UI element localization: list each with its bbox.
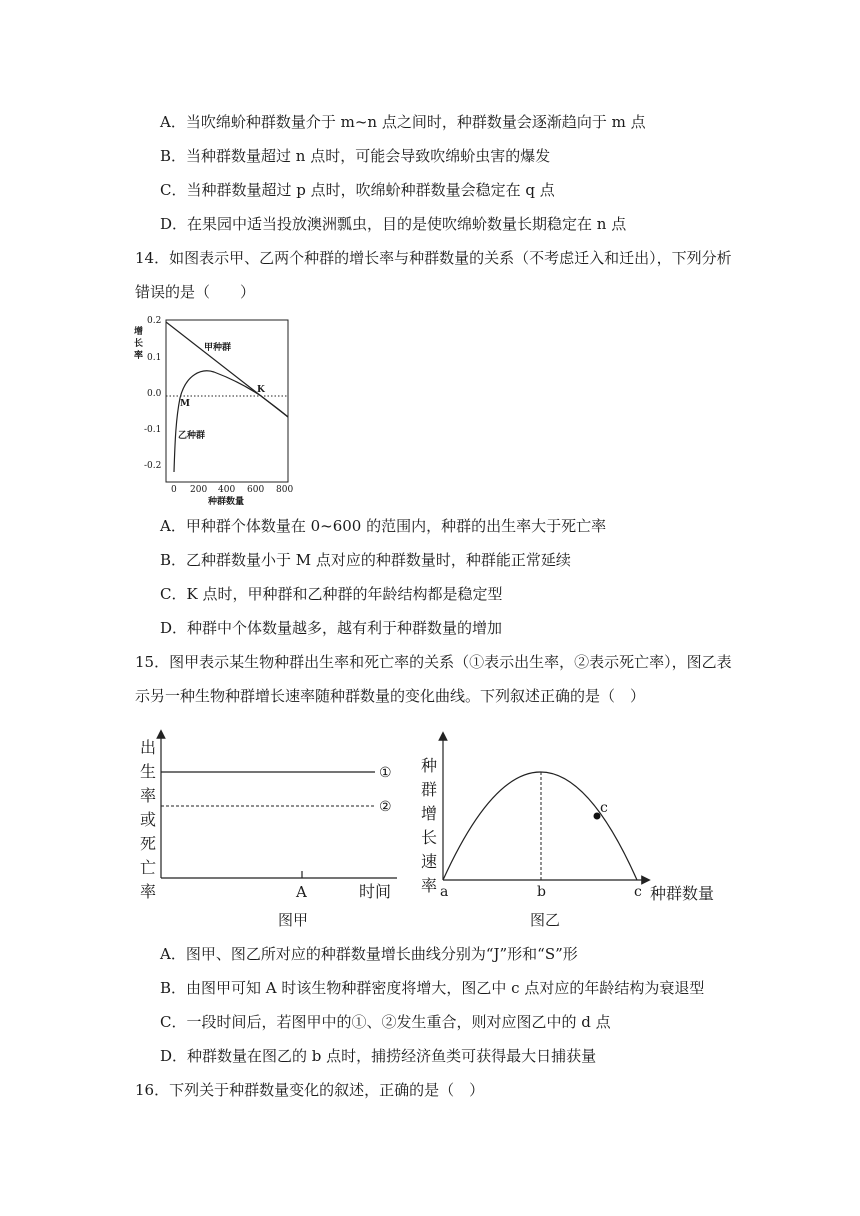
jia-ylabel-char: 率 bbox=[140, 882, 157, 901]
jia-ylabel-char: 生 bbox=[140, 762, 157, 781]
q14-option-c: C．K 点时，甲种群和乙种群的年龄结构都是稳定型 bbox=[160, 585, 503, 603]
q14-ylabel-char-2: 率 bbox=[134, 351, 144, 361]
q14-xtick-label: 0 bbox=[171, 485, 177, 495]
jia-ylabel-char: 出 bbox=[140, 738, 157, 757]
q14-ytick-label: -0.1 bbox=[144, 425, 162, 435]
q15-figure-yi bbox=[418, 728, 718, 933]
q14-option-b: B．乙种群数量小于 M 点对应的种群数量时，种群能正常延续 bbox=[160, 551, 571, 569]
q14-ytick-label: 0.2 bbox=[147, 316, 162, 326]
yi-x-label-a: a bbox=[440, 884, 449, 900]
jia-ylabel-char: 亡 bbox=[140, 858, 157, 877]
yi-ylabel-char: 种 bbox=[421, 756, 438, 775]
jia-line1-label: ① bbox=[379, 765, 392, 781]
q14-ylabel-char-1: 长 bbox=[134, 339, 144, 349]
yi-ylabel-char: 率 bbox=[421, 876, 438, 895]
yi-point-c-label: c bbox=[600, 800, 608, 816]
q14-label-k: K bbox=[257, 385, 265, 395]
q15-stem-line2: 示另一种生物种群增长速率随种群数量的变化曲线。下列叙述正确的是（ ） bbox=[135, 687, 646, 705]
q13-option-b: B．当种群数量超过 n 点时，可能会导致吹绵蚧虫害的爆发 bbox=[160, 147, 551, 165]
yi-ylabel-char: 群 bbox=[421, 780, 438, 799]
q14-ylabel-char-0: 增 bbox=[134, 327, 144, 337]
q15-option-c: C．一段时间后，若图甲中的①、②发生重合，则对应图乙中的 d 点 bbox=[160, 1013, 611, 1031]
yi-ylabel-char: 增 bbox=[421, 804, 438, 823]
q14-option-d: D．种群中个体数量越多，越有利于种群数量的增加 bbox=[160, 619, 503, 637]
q14-xtick-label: 600 bbox=[247, 485, 265, 495]
jia-caption: 图甲 bbox=[278, 911, 309, 929]
q15-option-a: A．图甲、图乙所对应的种群数量增长曲线分别为“J”形和“S”形 bbox=[160, 945, 578, 963]
yi-xlabel: 种群数量 bbox=[650, 884, 715, 903]
q14-label-jia: 甲种群 bbox=[204, 343, 232, 353]
q14-xlabel: 种群数量 bbox=[208, 497, 245, 505]
q14-stem-line2: 错误的是（ ） bbox=[135, 283, 256, 301]
q16-stem: 16．下列关于种群数量变化的叙述，正确的是（ ） bbox=[135, 1081, 485, 1099]
yi-ylabel-char: 长 bbox=[421, 828, 438, 847]
q14-yi-curve bbox=[174, 371, 288, 472]
q14-ytick-label: 0.1 bbox=[147, 353, 162, 363]
jia-ylabel-char: 死 bbox=[140, 834, 157, 853]
q15-option-b: B．由图甲可知 A 时该生物种群密度将增大，图乙中 c 点对应的年龄结构为衰退型 bbox=[160, 979, 705, 997]
yi-x-label-c: c bbox=[634, 884, 642, 900]
q14-ytick-label: 0.0 bbox=[147, 389, 162, 399]
q13-option-d: D．在果园中适当投放澳洲瓢虫，目的是使吹绵蚧数量长期稳定在 n 点 bbox=[160, 215, 627, 233]
jia-ylabel-char: 或 bbox=[140, 810, 157, 829]
q14-xtick-label: 800 bbox=[276, 485, 294, 495]
q14-label-m: M bbox=[180, 399, 190, 409]
q15-option-d: D．种群数量在图乙的 b 点时，捕捞经济鱼类可获得最大日捕获量 bbox=[160, 1047, 597, 1065]
q14-xtick-label: 400 bbox=[218, 485, 236, 495]
jia-line2-label: ② bbox=[379, 799, 392, 815]
q15-stem-line1: 15．图甲表示某生物种群出生率和死亡率的关系（①表示出生率，②表示死亡率），图乙表 bbox=[135, 653, 732, 671]
jia-xlabel: 时间 bbox=[359, 882, 392, 901]
q14-stem-line1: 14．如图表示甲、乙两个种群的增长率与种群数量的关系（不考虑迁入和迁出），下列分析 bbox=[135, 249, 732, 267]
q14-ytick-label: -0.2 bbox=[144, 461, 162, 471]
q14-xtick-label: 200 bbox=[190, 485, 208, 495]
yi-x-label-b: b bbox=[537, 884, 546, 900]
jia-x-mark-a: A bbox=[296, 883, 307, 901]
q14-option-a: A．甲种群个体数量在 0~600 的范围内，种群的出生率大于死亡率 bbox=[160, 517, 607, 535]
q13-option-c: C．当种群数量超过 p 点时，吹绵蚧种群数量会稳定在 q 点 bbox=[160, 181, 555, 199]
q14-growth-rate-chart bbox=[130, 310, 310, 505]
yi-ylabel-char: 速 bbox=[421, 852, 438, 871]
jia-ylabel-char: 率 bbox=[140, 786, 157, 805]
q14-label-yi: 乙种群 bbox=[178, 431, 206, 441]
q13-option-a: A．当吹绵蚧种群数量介于 m~n 点之间时，种群数量会逐渐趋向于 m 点 bbox=[160, 113, 646, 131]
yi-caption: 图乙 bbox=[530, 911, 561, 929]
q15-figure-jia bbox=[135, 728, 405, 933]
yi-growth-curve bbox=[443, 772, 637, 880]
